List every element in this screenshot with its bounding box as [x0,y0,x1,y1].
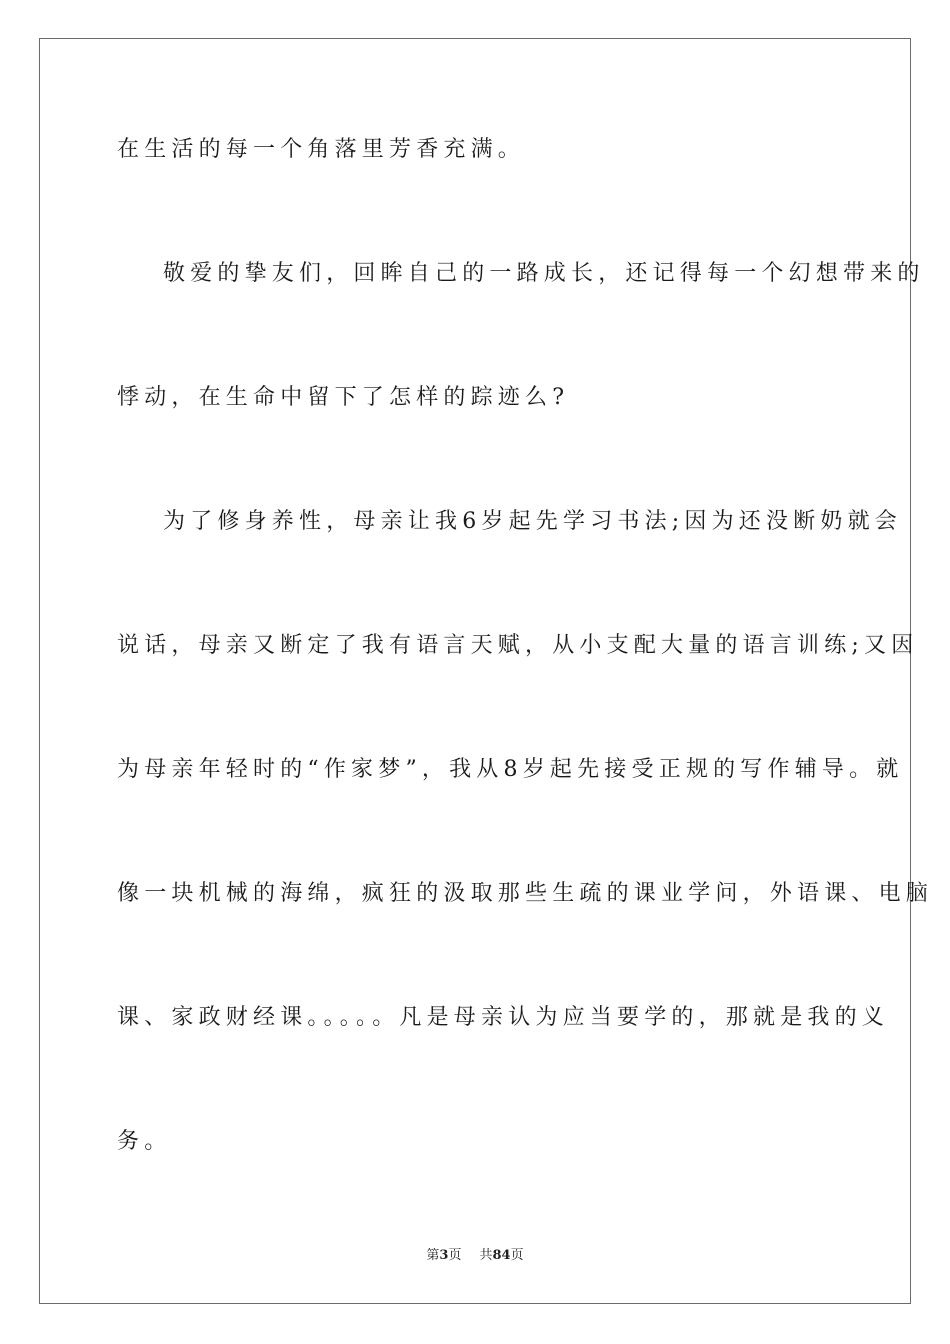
total-prefix: 共 [479,1248,493,1263]
page-border [39,38,934,1304]
page-footer [0,1247,950,1265]
text-line-9: 务。 [117,1129,172,1154]
text-line-8: 课、家政财经课。。。。。凡是母亲认为应当要学的，那就是我的义 [117,1005,890,1030]
text-line-6: 为母亲年轻时的“作家梦”，我从8岁起先接受正规的写作辅导。就 [117,757,904,782]
text-line-3: 悸动，在生命中留下了怎样的踪迹么? [117,385,570,410]
total-suffix: 页 [510,1248,524,1263]
text-line-2: 敬爱的挚友们，回眸自己的一路成长，还记得每一个幻想带来的 [163,261,925,286]
page-number: 3 [439,1248,449,1263]
text-line-1: 在生活的每一个角落里芳香充满。 [117,137,526,162]
page-suffix: 页 [448,1248,462,1263]
page-prefix: 第 [426,1248,440,1263]
text-line-7: 像一块机械的海绵，疯狂的汲取那些生疏的课业学问，外语课、电脑 [117,881,934,906]
text-line-4: 为了修身养性，母亲让我6岁起先学习书法;因为还没断奶就会 [163,509,903,534]
text-line-5: 说话，母亲又断定了我有语言天赋，从小支配大量的语言训练;又因 [117,633,919,658]
total-pages: 84 [492,1248,511,1263]
